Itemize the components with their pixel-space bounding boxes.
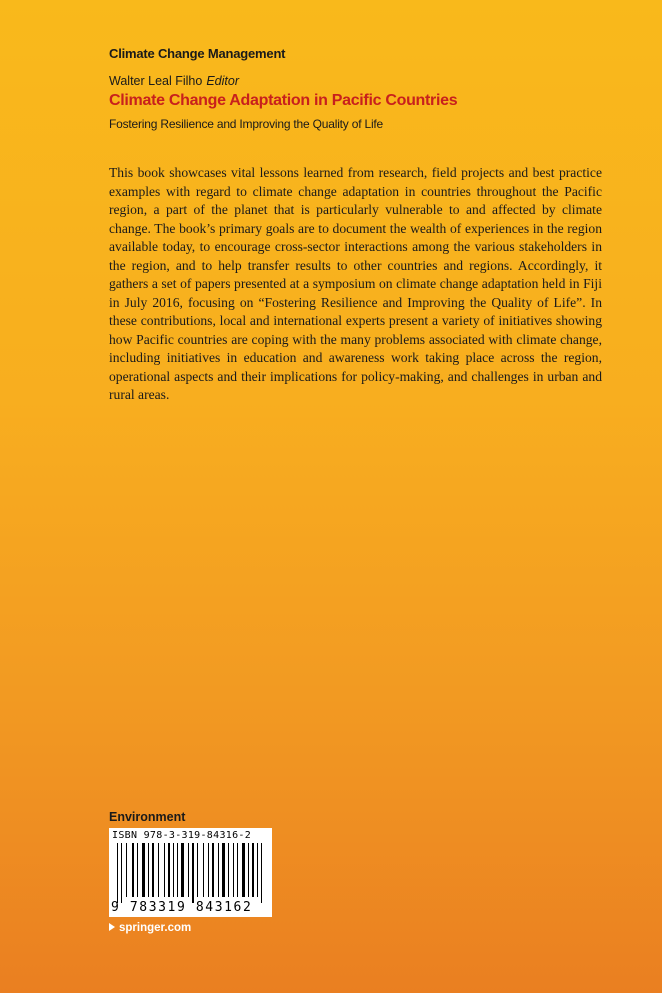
barcode-bar (177, 843, 178, 897)
play-arrow-icon (109, 923, 115, 931)
barcode-bar (158, 843, 159, 897)
barcode-bar (242, 843, 245, 897)
category-label: Environment (109, 810, 186, 824)
isbn-label: ISBN 978-3-319-84316-2 (112, 830, 252, 841)
book-description: This book showcases vital lessons learned from research, field projects and best practice examples with regard to climate change adaptation in countries throughout the Pacific region, a part of the planet that is particularly vulnerable to and affected by climate change. The book’s primary goals are to document the wealth of experiences in the region available today, to encourage cross-sector interactions among the various stakeholders in the region, and to help transfer results to other countries and regions. Accordingly, it gathers a set of papers presented at a symposium on climate change adaptation held in Fiji in July 2016, focusing on “Fostering Resilience and Improving the Quality of Life”. In these contributions, local and international experts present a variety of initiatives showing how Pacific countries are coping with the many problems associated with climate change, including initiatives in education and awareness work taking place across the region, operational aspects and their implications for policy-making, and challenges in urban and rural areas. (109, 165, 602, 402)
barcode-bar (126, 843, 127, 897)
barcode-bar (237, 843, 238, 897)
editor-line (109, 74, 239, 88)
barcode-bar (148, 843, 149, 897)
barcode-bar (203, 843, 204, 897)
barcode-bar (121, 843, 122, 903)
barcode-bar (142, 843, 145, 897)
barcode-bar (168, 843, 170, 897)
publisher-url: springer.com (119, 922, 192, 934)
isbn-barcode (109, 828, 272, 917)
ean-digits: 9 783319 843162 (111, 900, 253, 915)
barcode-bar (222, 843, 225, 897)
barcode-bar (132, 843, 134, 897)
barcode-bar (197, 843, 198, 897)
barcode-bar (192, 843, 194, 903)
barcode-bar (181, 843, 184, 897)
barcode-bar (261, 843, 262, 903)
barcode-bar (208, 843, 209, 897)
editor-name: Walter Leal Filho (109, 74, 203, 88)
publisher-link[interactable] (109, 922, 191, 934)
barcode-bar (212, 843, 214, 897)
barcode-bar (164, 843, 165, 897)
barcode-bar (152, 843, 154, 897)
barcode-bar (117, 843, 118, 903)
barcode-bar (218, 843, 219, 897)
series-name: Climate Change Management (109, 46, 286, 61)
barcode-bar (228, 843, 229, 897)
editor-role: Editor (206, 74, 239, 88)
barcode-bar (137, 843, 138, 897)
barcode-bar (252, 843, 254, 897)
book-subtitle: Fostering Resilience and Improving the Quality of Life (109, 117, 384, 131)
barcode-bar (233, 843, 234, 897)
barcode-bar (248, 843, 249, 897)
barcode-bar (188, 843, 189, 897)
book-title: Climate Change Adaptation in Pacific Countries (109, 92, 458, 109)
barcode-bar (173, 843, 174, 897)
barcode-bar (257, 843, 258, 897)
